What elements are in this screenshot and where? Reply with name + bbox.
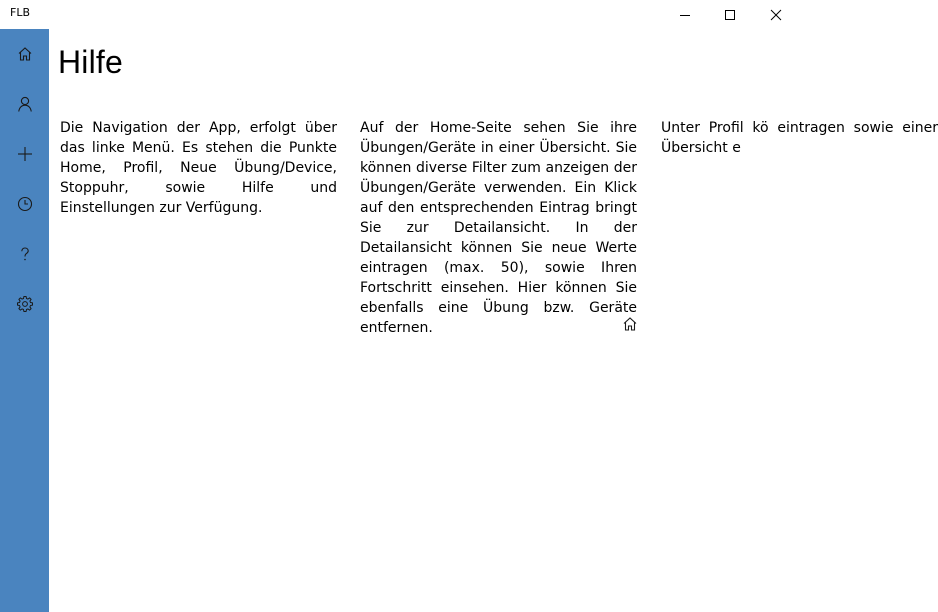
clock-icon: [17, 196, 33, 212]
title-bar: [0, 0, 773, 29]
minimize-button[interactable]: [662, 0, 708, 29]
maximize-button[interactable]: [707, 0, 753, 29]
plus-icon: [17, 146, 33, 162]
close-button[interactable]: [752, 0, 798, 29]
help-text-profile: Unter Profil kö eintragen sowie einer Übersicht e: [661, 120, 938, 156]
minimize-icon: [680, 10, 690, 20]
question-icon: [17, 246, 33, 262]
app-title: FLB: [10, 6, 31, 19]
sidebar: [0, 29, 49, 612]
home-icon: [17, 46, 33, 62]
help-text-home: Auf der Home-Seite sehen Sie ihre Übungen/Geräte in einer Übersicht. Sie können diverse Filter zum anzeigen der Übungen/Geräte verwenden. Ein Klick auf den entsprechenden Eintrag bringt Sie zur Detailansicht. In der Detailansicht können Sie neue Werte eintragen (max. 50), sowie Ihren Fortschritt einsehen. Hier können Sie ebenfalls eine Übung bzw. Geräte entfernen.: [360, 120, 637, 336]
help-text-navigation: Die Navigation der App, erfolgt über das linke Menü. Es stehen die Punkte Home, Profil, Neue Übung/Device, Stoppuhr, sowie Hilfe und Einstellungen zur Verfügung.: [60, 120, 337, 216]
home-icon: [622, 316, 638, 332]
sidebar-item-profile[interactable]: [0, 84, 49, 124]
gear-icon: [17, 296, 33, 312]
sidebar-item-help[interactable]: [0, 234, 49, 274]
person-icon: [17, 96, 33, 112]
sidebar-item-home[interactable]: [0, 34, 49, 74]
sidebar-item-new-exercise[interactable]: [0, 134, 49, 174]
close-icon: [752, 10, 773, 20]
sidebar-item-settings[interactable]: [0, 284, 49, 324]
maximize-icon: [725, 10, 735, 20]
page-title: Hilfe: [58, 44, 124, 80]
sidebar-item-stopwatch[interactable]: [0, 184, 49, 224]
